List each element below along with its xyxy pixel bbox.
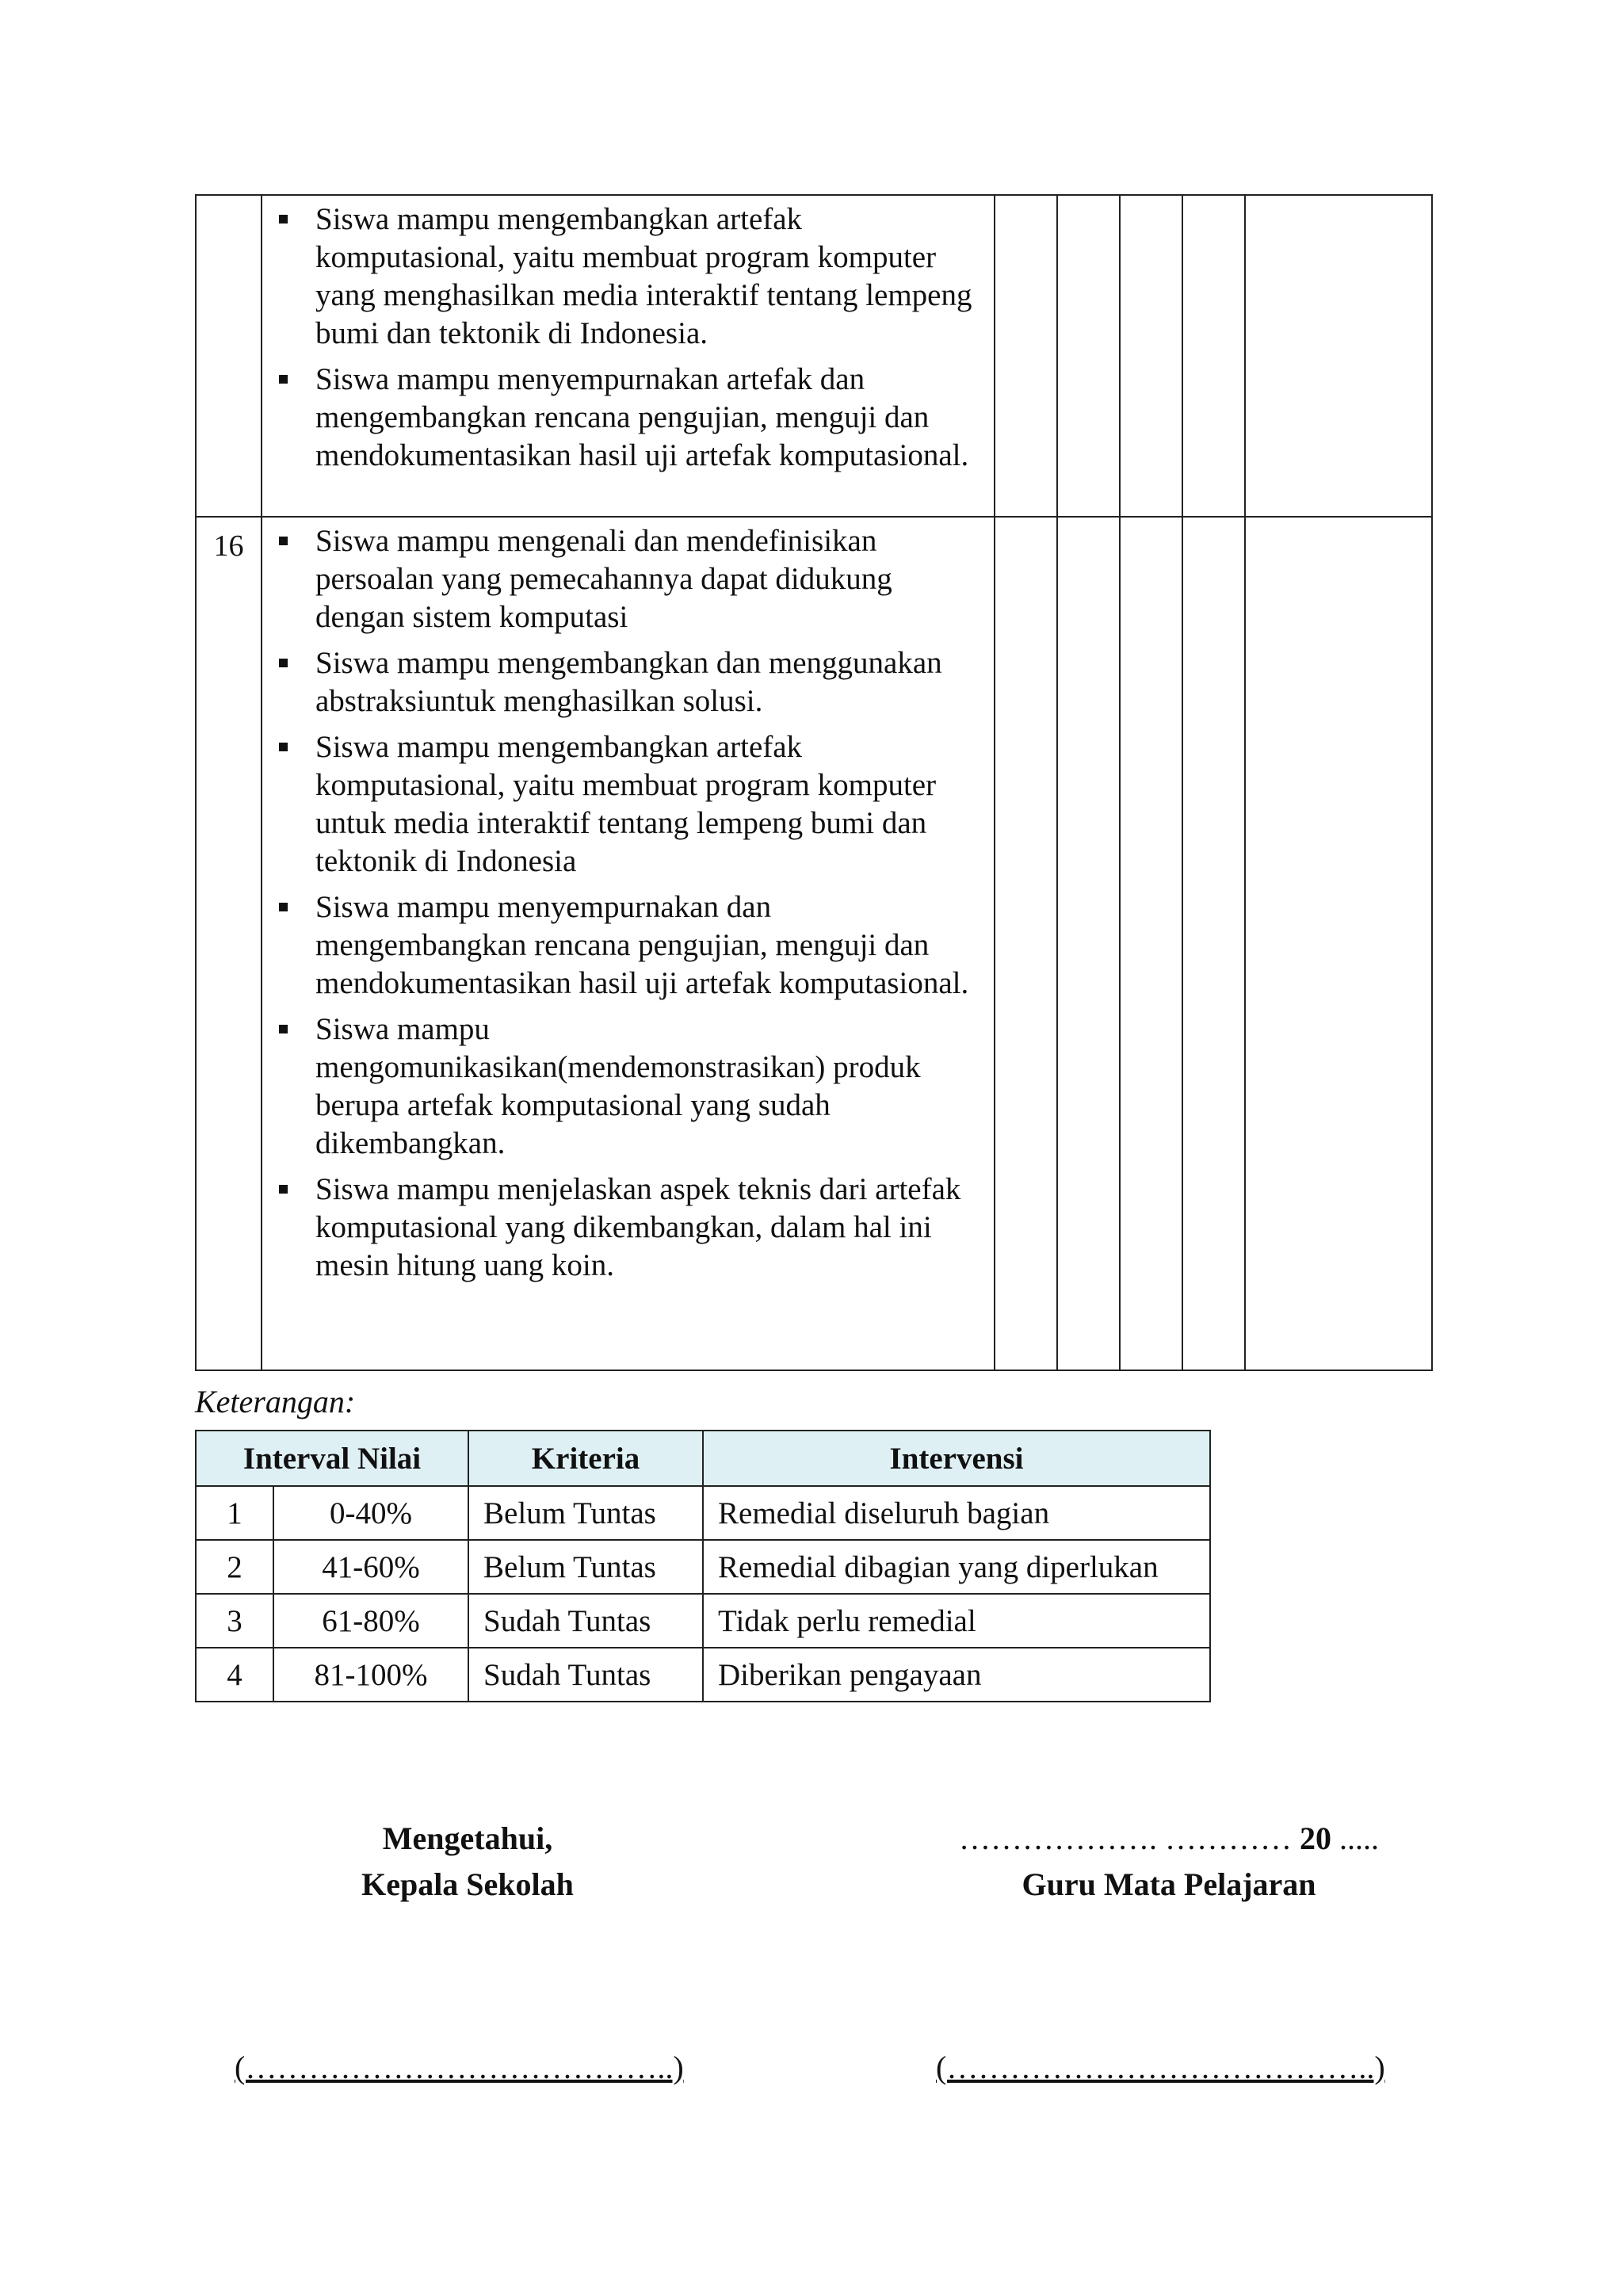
cell-intervensi: Remedial dibagian yang diperlukan xyxy=(703,1540,1210,1594)
bullet-square-icon xyxy=(279,537,288,545)
item-text: Siswa mampu mengembangkan artefak komputasional, yaitu membuat program komputer untuk media interaktif tentang lempeng bumi dan tektonik di Indonesia xyxy=(315,730,937,878)
bullet-square-icon xyxy=(279,659,288,667)
item-text: Siswa mampu mengembangkan artefak komputasional, yaitu membuat program komputer yang menghasilkan media interaktif tentang lempeng bumi dan tektonik di Indonesia. xyxy=(315,202,972,350)
assessment-table xyxy=(195,194,1433,1371)
header-interval: Interval Nilai xyxy=(196,1431,468,1486)
score-cell xyxy=(1120,517,1182,1370)
cell-intervensi: Diberikan pengayaan xyxy=(703,1648,1210,1702)
table-row xyxy=(196,1540,1210,1594)
item-text: Siswa mampu menyempurnakan artefak dan mengembangkan rencana pengujian, menguji dan mendokumentasikan hasil uji artefak komputasional. xyxy=(315,362,969,472)
list-item xyxy=(262,888,986,1003)
teacher-name-placeholder: (…………………………………..) xyxy=(936,2050,1385,2085)
criteria-table xyxy=(195,1430,1211,1702)
bullet-square-icon xyxy=(279,215,288,223)
table-row xyxy=(196,1486,1210,1540)
score-cell xyxy=(1182,195,1245,517)
notes-cell xyxy=(1245,517,1432,1370)
cell-intervensi: Tidak perlu remedial xyxy=(703,1594,1210,1648)
cell-intervensi: Remedial diseluruh bagian xyxy=(703,1486,1210,1540)
table-header-row xyxy=(196,1431,1210,1486)
cell-kriteria: Belum Tuntas xyxy=(468,1540,703,1594)
item-text: Siswa mampu mengomunikasikan(mendemonstrasikan) produk berupa artefak komputasional yang sudah dikembangkan. xyxy=(315,1012,921,1160)
table-row xyxy=(196,1648,1210,1702)
row-number xyxy=(196,195,262,517)
score-cell xyxy=(1182,517,1245,1370)
list-item xyxy=(262,644,986,720)
principal-name-placeholder: (…………………………………..) xyxy=(235,2050,684,2085)
date-placeholder: ………………. ………… xyxy=(959,1820,1300,1856)
list-item xyxy=(262,728,986,881)
cell-kriteria: Sudah Tuntas xyxy=(468,1648,703,1702)
cell-interval: 81-100% xyxy=(273,1648,468,1702)
signature-block-principal xyxy=(238,1816,697,1908)
score-cell xyxy=(1120,195,1182,517)
sig-teacher-title: Guru Mata Pelajaran xyxy=(1022,1866,1316,1902)
cell-interval: 61-80% xyxy=(273,1594,468,1648)
cell-no: 2 xyxy=(196,1540,273,1594)
bullet-square-icon xyxy=(279,1185,288,1194)
score-cell xyxy=(1057,517,1120,1370)
cell-interval: 0-40% xyxy=(273,1486,468,1540)
row-description xyxy=(262,195,995,517)
item-text: Siswa mampu mengenali dan mendefinisikan persoalan yang pemecahannya dapat didukung dengan sistem komputasi xyxy=(315,524,892,634)
item-text: Siswa mampu menyempurnakan dan mengembangkan rencana pengujian, menguji dan mendokumentasikan hasil uji artefak komputasional. xyxy=(315,890,969,1000)
list-item xyxy=(262,1010,986,1163)
cell-kriteria: Sudah Tuntas xyxy=(468,1594,703,1648)
item-text: Siswa mampu mengembangkan dan menggunakan abstraksiuntuk menghasilkan solusi. xyxy=(315,646,942,718)
bullet-square-icon xyxy=(279,743,288,751)
bullet-square-icon xyxy=(279,1025,288,1033)
score-cell xyxy=(995,517,1057,1370)
bullet-square-icon xyxy=(279,375,288,384)
header-intervensi: Intervensi xyxy=(703,1431,1210,1486)
sig-date-line xyxy=(935,1816,1403,1862)
list-item xyxy=(262,361,986,475)
header-kriteria: Kriteria xyxy=(468,1431,703,1486)
notes-cell xyxy=(1245,195,1432,517)
row-description xyxy=(262,517,995,1370)
sig-acknowledge-label: Mengetahui, xyxy=(382,1820,553,1856)
cell-no: 4 xyxy=(196,1648,273,1702)
table-row xyxy=(196,195,1432,517)
bullet-square-icon xyxy=(279,903,288,911)
row-number: 16 xyxy=(196,517,262,1370)
year-placeholder: ..... xyxy=(1331,1820,1379,1856)
sig-principal-title: Kepala Sekolah xyxy=(361,1866,574,1902)
list-item xyxy=(262,201,986,353)
item-text: Siswa mampu menjelaskan aspek teknis dari artefak komputasional yang dikembangkan, dalam hal ini mesin hitung uang koin. xyxy=(315,1172,961,1282)
cell-interval: 41-60% xyxy=(273,1540,468,1594)
table-row xyxy=(196,517,1432,1370)
score-cell xyxy=(1057,195,1120,517)
table-row xyxy=(196,1594,1210,1648)
cell-kriteria: Belum Tuntas xyxy=(468,1486,703,1540)
score-cell xyxy=(995,195,1057,517)
keterangan-label: Keterangan: xyxy=(195,1384,356,1419)
date-year: 20 xyxy=(1300,1820,1331,1856)
cell-no: 3 xyxy=(196,1594,273,1648)
signature-block-teacher xyxy=(935,1816,1403,1908)
list-item xyxy=(262,1171,986,1285)
list-item xyxy=(262,522,986,636)
cell-no: 1 xyxy=(196,1486,273,1540)
